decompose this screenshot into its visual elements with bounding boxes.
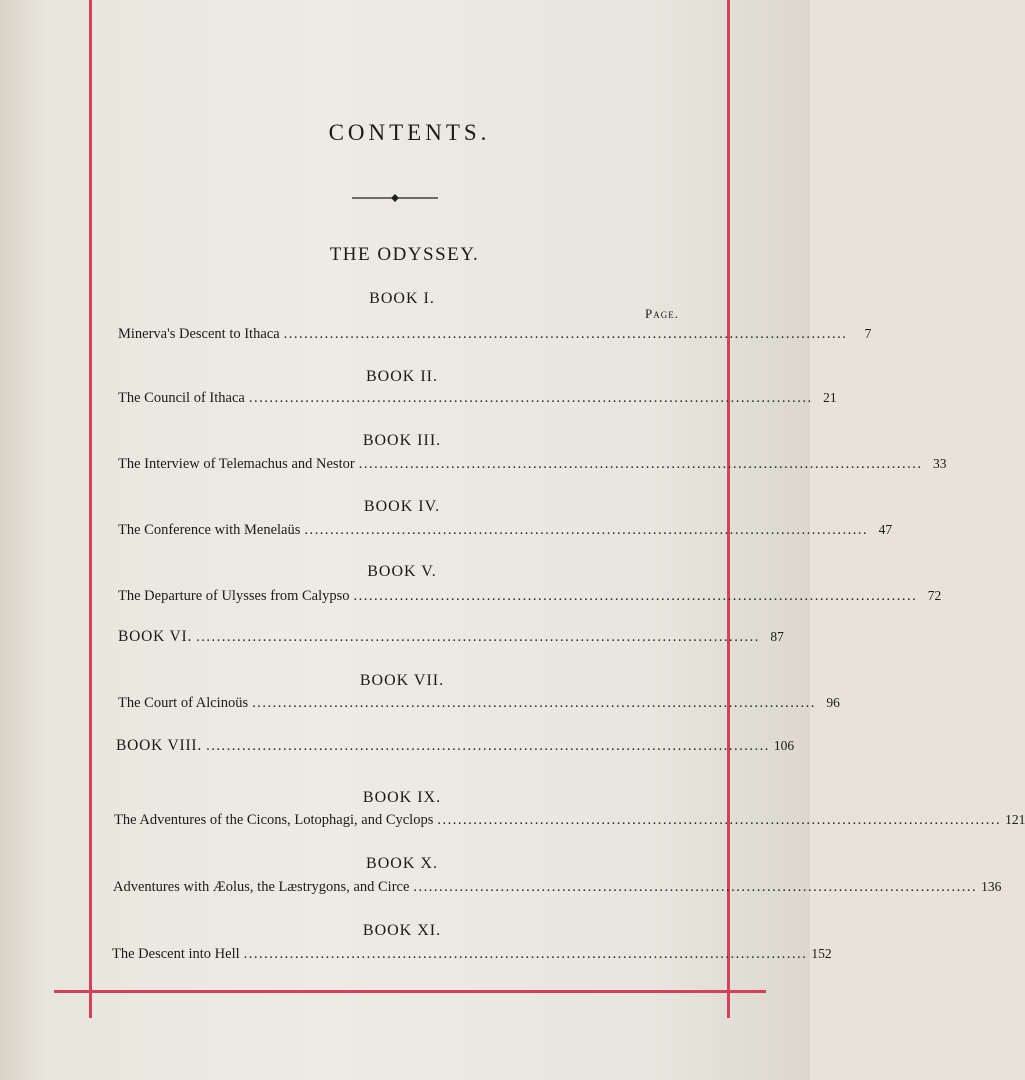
toc-entry	[114, 812, 1025, 829]
bottom-margin-rule	[54, 990, 766, 993]
toc-entry	[118, 588, 942, 605]
dot-leader: ..............................................................................................................	[358, 456, 923, 472]
toc-entry	[118, 522, 893, 539]
dot-leader: ..............................................................................................................	[413, 879, 978, 895]
dot-leader: ..............................................................................................................	[206, 738, 770, 754]
ornament-divider-icon	[352, 192, 438, 204]
toc-entry	[118, 695, 840, 712]
toc-entry	[118, 390, 837, 407]
dot-leader: ..............................................................................................................	[252, 695, 816, 711]
book-heading: BOOK III.	[362, 432, 442, 449]
entry-page-number: 136	[981, 879, 1002, 894]
page-column-header: Page.	[645, 306, 679, 321]
book-heading: BOOK X.	[366, 855, 438, 872]
entry-title: The Court of Alcinoüs	[118, 695, 249, 711]
dot-leader: ..............................................................................................................	[437, 812, 1002, 828]
dot-leader: ..............................................................................................................	[243, 946, 808, 962]
book-heading: BOOK VII.	[359, 672, 445, 689]
toc-entry	[116, 737, 795, 755]
book-heading: BOOK I.	[369, 290, 435, 307]
entry-page-number: 106	[773, 738, 795, 753]
entry-title: The Council of Ithaca	[118, 390, 245, 406]
entry-page-number: 21	[823, 390, 837, 405]
entry-page-number: 96	[826, 695, 840, 710]
entry-page-number: 47	[878, 522, 893, 537]
entry-page-number: 7	[864, 326, 872, 341]
entry-page-number: 33	[932, 456, 947, 471]
book-heading: BOOK XI.	[362, 922, 442, 939]
entry-title: The Departure of Ulysses from Calypso	[118, 588, 350, 604]
dot-leader: ..............................................................................................................	[353, 588, 918, 604]
entry-page-number: 121	[1005, 812, 1025, 827]
toc-entry	[112, 946, 832, 963]
entry-title: The Conference with Menelaüs	[118, 522, 301, 538]
entry-title: BOOK VIII.	[116, 737, 203, 754]
dot-leader: ..............................................................................................................	[304, 522, 869, 538]
entry-title: Adventures with Æolus, the Læstrygons, and Circe	[113, 879, 410, 895]
toc-entry	[118, 456, 947, 473]
dot-leader: ..............................................................................................................	[283, 326, 848, 342]
dot-leader: ..............................................................................................................	[196, 629, 760, 645]
dot-leader: ..............................................................................................................	[248, 390, 813, 406]
book-heading: BOOK IX.	[362, 789, 442, 806]
entry-title: BOOK VI.	[118, 628, 193, 645]
book-heading: BOOK IV.	[363, 498, 441, 515]
toc-entry	[113, 879, 1002, 896]
right-margin-rule	[727, 0, 730, 1018]
entry-title: Minerva's Descent to Ithaca	[118, 326, 280, 342]
book-heading: BOOK V.	[367, 563, 437, 580]
contents-title: CONTENTS.	[328, 120, 491, 145]
entry-title: The Adventures of the Cicons, Lotophagi, and Cyclops	[114, 812, 434, 828]
entry-title: The Descent into Hell	[112, 946, 240, 962]
entry-page-number: 72	[927, 588, 942, 603]
section-title: THE ODYSSEY.	[329, 244, 480, 265]
entry-title: The Interview of Telemachus and Nestor	[118, 456, 355, 472]
toc-entry	[118, 628, 784, 646]
entry-page-number: 87	[770, 629, 784, 644]
toc-entry	[118, 326, 872, 343]
book-heading: BOOK II.	[366, 368, 438, 385]
entry-page-number: 152	[811, 946, 832, 961]
